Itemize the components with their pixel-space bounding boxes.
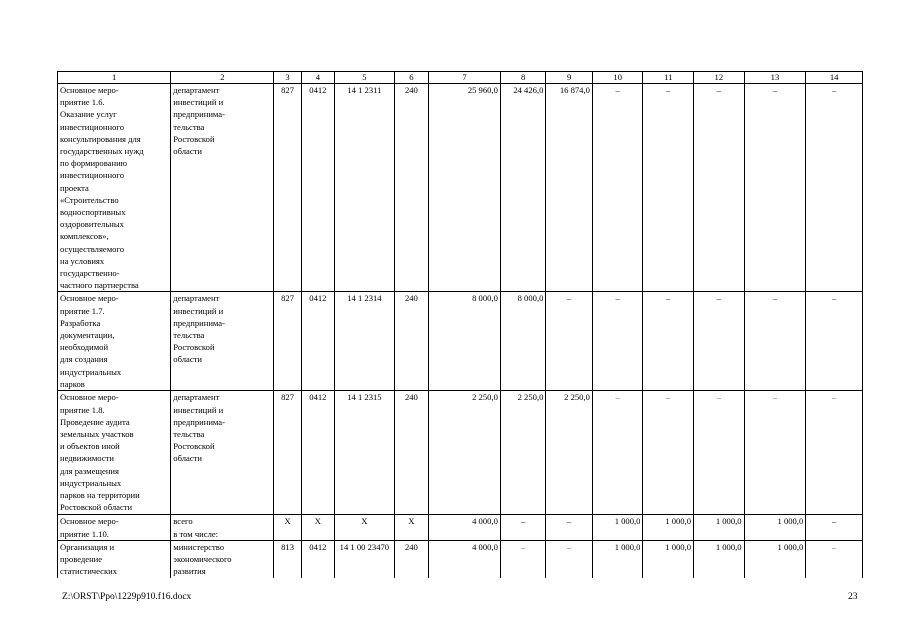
column-number-row (58, 72, 863, 84)
expense-type-code: 240 (394, 292, 428, 391)
table-row (58, 391, 863, 515)
responsible-executor: департамент инвестиций и предпринима- тельства Ростовской области (171, 391, 274, 515)
year-amount: 1 000,0 (643, 540, 694, 578)
column-number: 6 (394, 72, 428, 84)
section-code: 0412 (301, 84, 334, 292)
grbs-code: 827 (274, 292, 301, 391)
target-article-code: 14 1 2311 (335, 84, 395, 292)
year-amount: 1 000,0 (744, 540, 806, 578)
column-number: 12 (694, 72, 745, 84)
total-amount: 4 000,0 (429, 540, 501, 578)
total-amount: 8 000,0 (429, 292, 501, 391)
column-number: 14 (806, 72, 863, 84)
year-amount: – (592, 292, 643, 391)
year-amount: – (500, 515, 546, 540)
activity-name: Основное меро- приятие 1.8. Проведение аудита земельных участков и объектов иной недвижимости для размещения индустриальных парков на территории Ростовской области (58, 391, 171, 515)
year-amount: – (546, 540, 593, 578)
year-amount: – (592, 84, 643, 292)
year-amount: 1 000,0 (592, 515, 643, 540)
target-article-code: 14 1 00 23470 (335, 540, 395, 578)
year-amount: 1 000,0 (643, 515, 694, 540)
activity-name: Основное меро- приятие 1.10. (58, 515, 171, 540)
section-code: 0412 (301, 292, 334, 391)
document-file-path: Z:\ORST\Ppo\1229p910.f16.docx (62, 592, 192, 602)
responsible-executor: министерство экономического развития (171, 540, 274, 578)
section-code: 0412 (301, 391, 334, 515)
year-amount: – (806, 84, 863, 292)
year-amount: – (546, 292, 593, 391)
year-amount: – (643, 84, 694, 292)
activity-name: Организация и проведение статистических (58, 540, 171, 578)
year-amount: – (744, 391, 806, 515)
year-amount: 2 250,0 (546, 391, 593, 515)
year-amount: 2 250,0 (500, 391, 546, 515)
year-amount: 16 874,0 (546, 84, 593, 292)
column-number: 2 (171, 72, 274, 84)
column-number: 11 (643, 72, 694, 84)
total-amount: 2 250,0 (429, 391, 501, 515)
year-amount: 1 000,0 (694, 540, 745, 578)
year-amount: – (806, 391, 863, 515)
target-article-code: 14 1 2315 (335, 391, 395, 515)
year-amount: – (744, 292, 806, 391)
column-number: 8 (500, 72, 546, 84)
year-amount: 1 000,0 (592, 540, 643, 578)
grbs-code: 827 (274, 391, 301, 515)
year-amount: – (694, 292, 745, 391)
grbs-code: 813 (274, 540, 301, 578)
grbs-code: Х (274, 515, 301, 540)
year-amount: – (806, 292, 863, 391)
column-number: 1 (58, 72, 171, 84)
section-code: 0412 (301, 540, 334, 578)
column-number: 5 (335, 72, 395, 84)
page-number: 23 (848, 592, 858, 602)
year-amount: 8 000,0 (500, 292, 546, 391)
year-amount: – (500, 540, 546, 578)
section-code: Х (301, 515, 334, 540)
year-amount: 24 426,0 (500, 84, 546, 292)
year-amount: – (806, 540, 863, 578)
column-number: 10 (592, 72, 643, 84)
year-amount: – (643, 391, 694, 515)
expense-type-code: 240 (394, 84, 428, 292)
year-amount: – (806, 515, 863, 540)
target-article-code: 14 1 2314 (335, 292, 395, 391)
table-row (58, 292, 863, 391)
year-amount: – (643, 292, 694, 391)
grbs-code: 827 (274, 84, 301, 292)
activity-name: Основное меро- приятие 1.6. Оказание услуг инвестиционного консультирования для государственных нужд по формированию инвестиционного проекта «Строительство водноспортивных оздоровительных комплексов», осуществляемого на условиях государственно- частного партнерства (58, 84, 171, 292)
budget-table (57, 71, 863, 578)
column-number: 3 (274, 72, 301, 84)
table-row (58, 515, 863, 540)
column-number: 4 (301, 72, 334, 84)
year-amount: – (592, 391, 643, 515)
year-amount: 1 000,0 (744, 515, 806, 540)
expense-type-code: Х (394, 515, 428, 540)
year-amount: – (694, 84, 745, 292)
responsible-executor: департамент инвестиций и предпринима- тельства Ростовской области (171, 292, 274, 391)
total-amount: 25 960,0 (429, 84, 501, 292)
year-amount: – (546, 515, 593, 540)
year-amount: 1 000,0 (694, 515, 745, 540)
column-number: 7 (429, 72, 501, 84)
table-row (58, 540, 863, 578)
activity-name: Основное меро- приятие 1.7. Разработка документации, необходимой для создания индустриальных парков (58, 292, 171, 391)
target-article-code: Х (335, 515, 395, 540)
column-number: 9 (546, 72, 593, 84)
year-amount: – (694, 391, 745, 515)
total-amount: 4 000,0 (429, 515, 501, 540)
responsible-executor: всего в том числе: (171, 515, 274, 540)
responsible-executor: департамент инвестиций и предпринима- тельства Ростовской области (171, 84, 274, 292)
expense-type-code: 240 (394, 391, 428, 515)
year-amount: – (744, 84, 806, 292)
expense-type-code: 240 (394, 540, 428, 578)
table-row (58, 84, 863, 292)
column-number: 13 (744, 72, 806, 84)
